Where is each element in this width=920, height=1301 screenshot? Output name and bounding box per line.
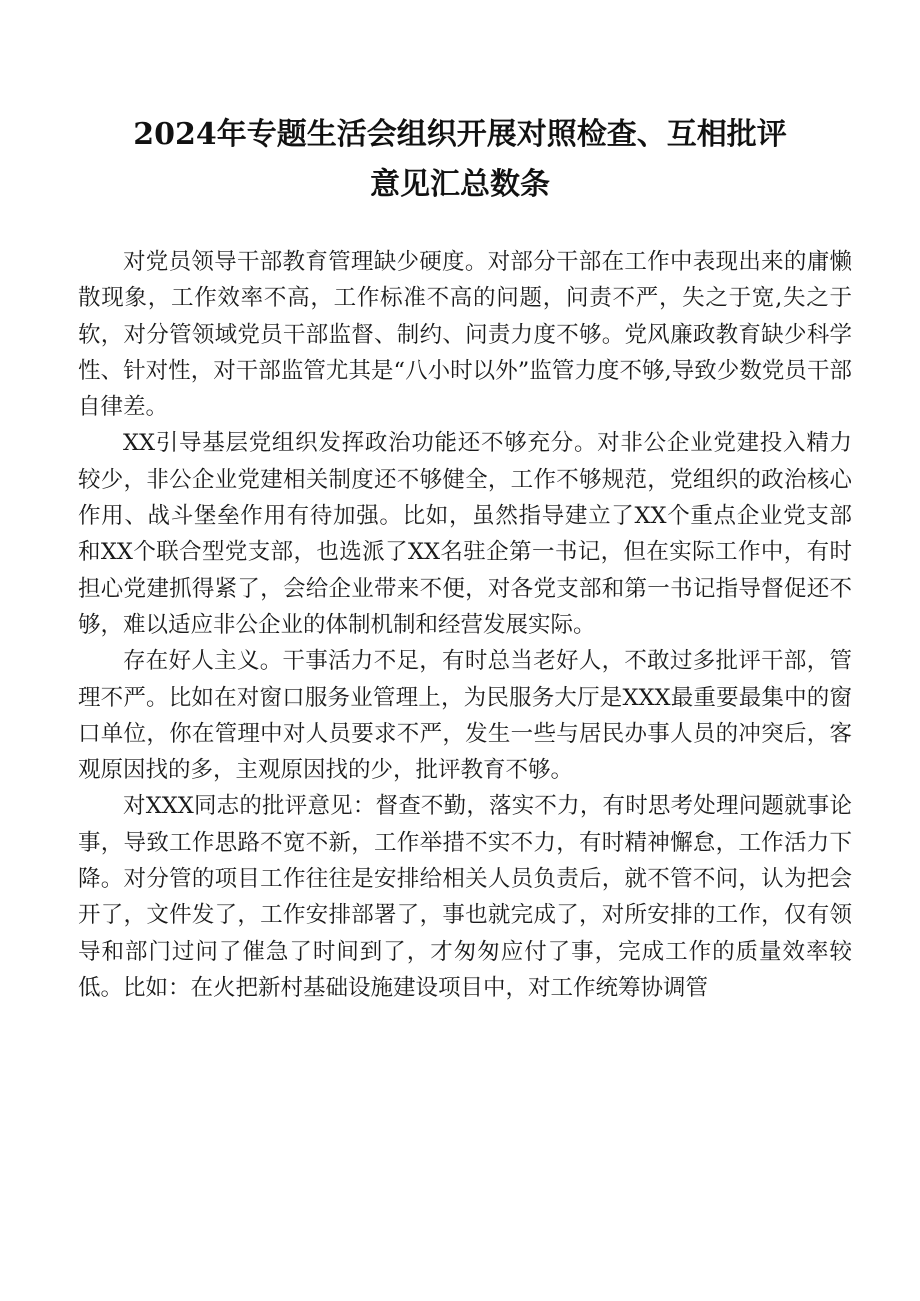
title-line-1: 2024年专题生活会组织开展对照检查、互相批评 (133, 117, 787, 152)
paragraph-2: XX引导基层党组织发挥政治功能还不够充分。对非公企业党建投入精力较少，非公企业党建相关制度还不够健全，工作不够规范，党组织的政治核心作用、战斗堡垒作用有待加强。比如，虽然指导建立了XX个重点企业党支部和XX个联合型党支部，也选派了XX名驻企第一书记，但在实际工作中，有时担心党建抓得紧了，会给企业带来不便，对各党支部和第一书记指导督促还不够，难以适应非公企业的体制机制和经营发展实际。 (78, 430, 852, 638)
document-body (78, 244, 852, 1006)
paragraph-4: 对XXX同志的批评意见：督查不勤，落实不力，有时思考处理问题就事论事，导致工作思路不宽不新，工作举措不实不力，有时精神懈怠，工作活力下降。对分管的项目工作往往是安排给相关人员负责后，就不管不问，认为把会开了，文件发了，工作安排部署了，事也就完成了，对所安排的工作，仅有领导和部门过问了催急了时间到了，才匆匆应付了事，完成工作的质量效率较低。比如：在火把新村基础设施建设项目中，对工作统筹协调管 (78, 793, 852, 1001)
title-line-2: 意见汇总数条 (370, 167, 550, 202)
paragraph-3: 存在好人主义。干事活力不足，有时总当老好人，不敢过多批评干部，管理不严。比如在对窗口服务业管理上，为民服务大厅是XXX最重要最集中的窗口单位，你在管理中对人员要求不严，发生一些与居民办事人员的冲突后，客观原因找的多，主观原因找的少，批评教育不够。 (78, 648, 852, 784)
paragraph-1: 对党员领导干部教育管理缺少硬度。对部分干部在工作中表现出来的庸懒散现象，工作效率不高，工作标准不高的问题，问责不严，失之于宽,失之于软，对分管领域党员干部监督、制约、问责力度不够。党风廉政教育缺少科学性、针对性，对干部监管尤其是“八小时以外”监管力度不够,导致少数党员干部自律差。 (78, 249, 852, 421)
document-title (78, 110, 842, 210)
